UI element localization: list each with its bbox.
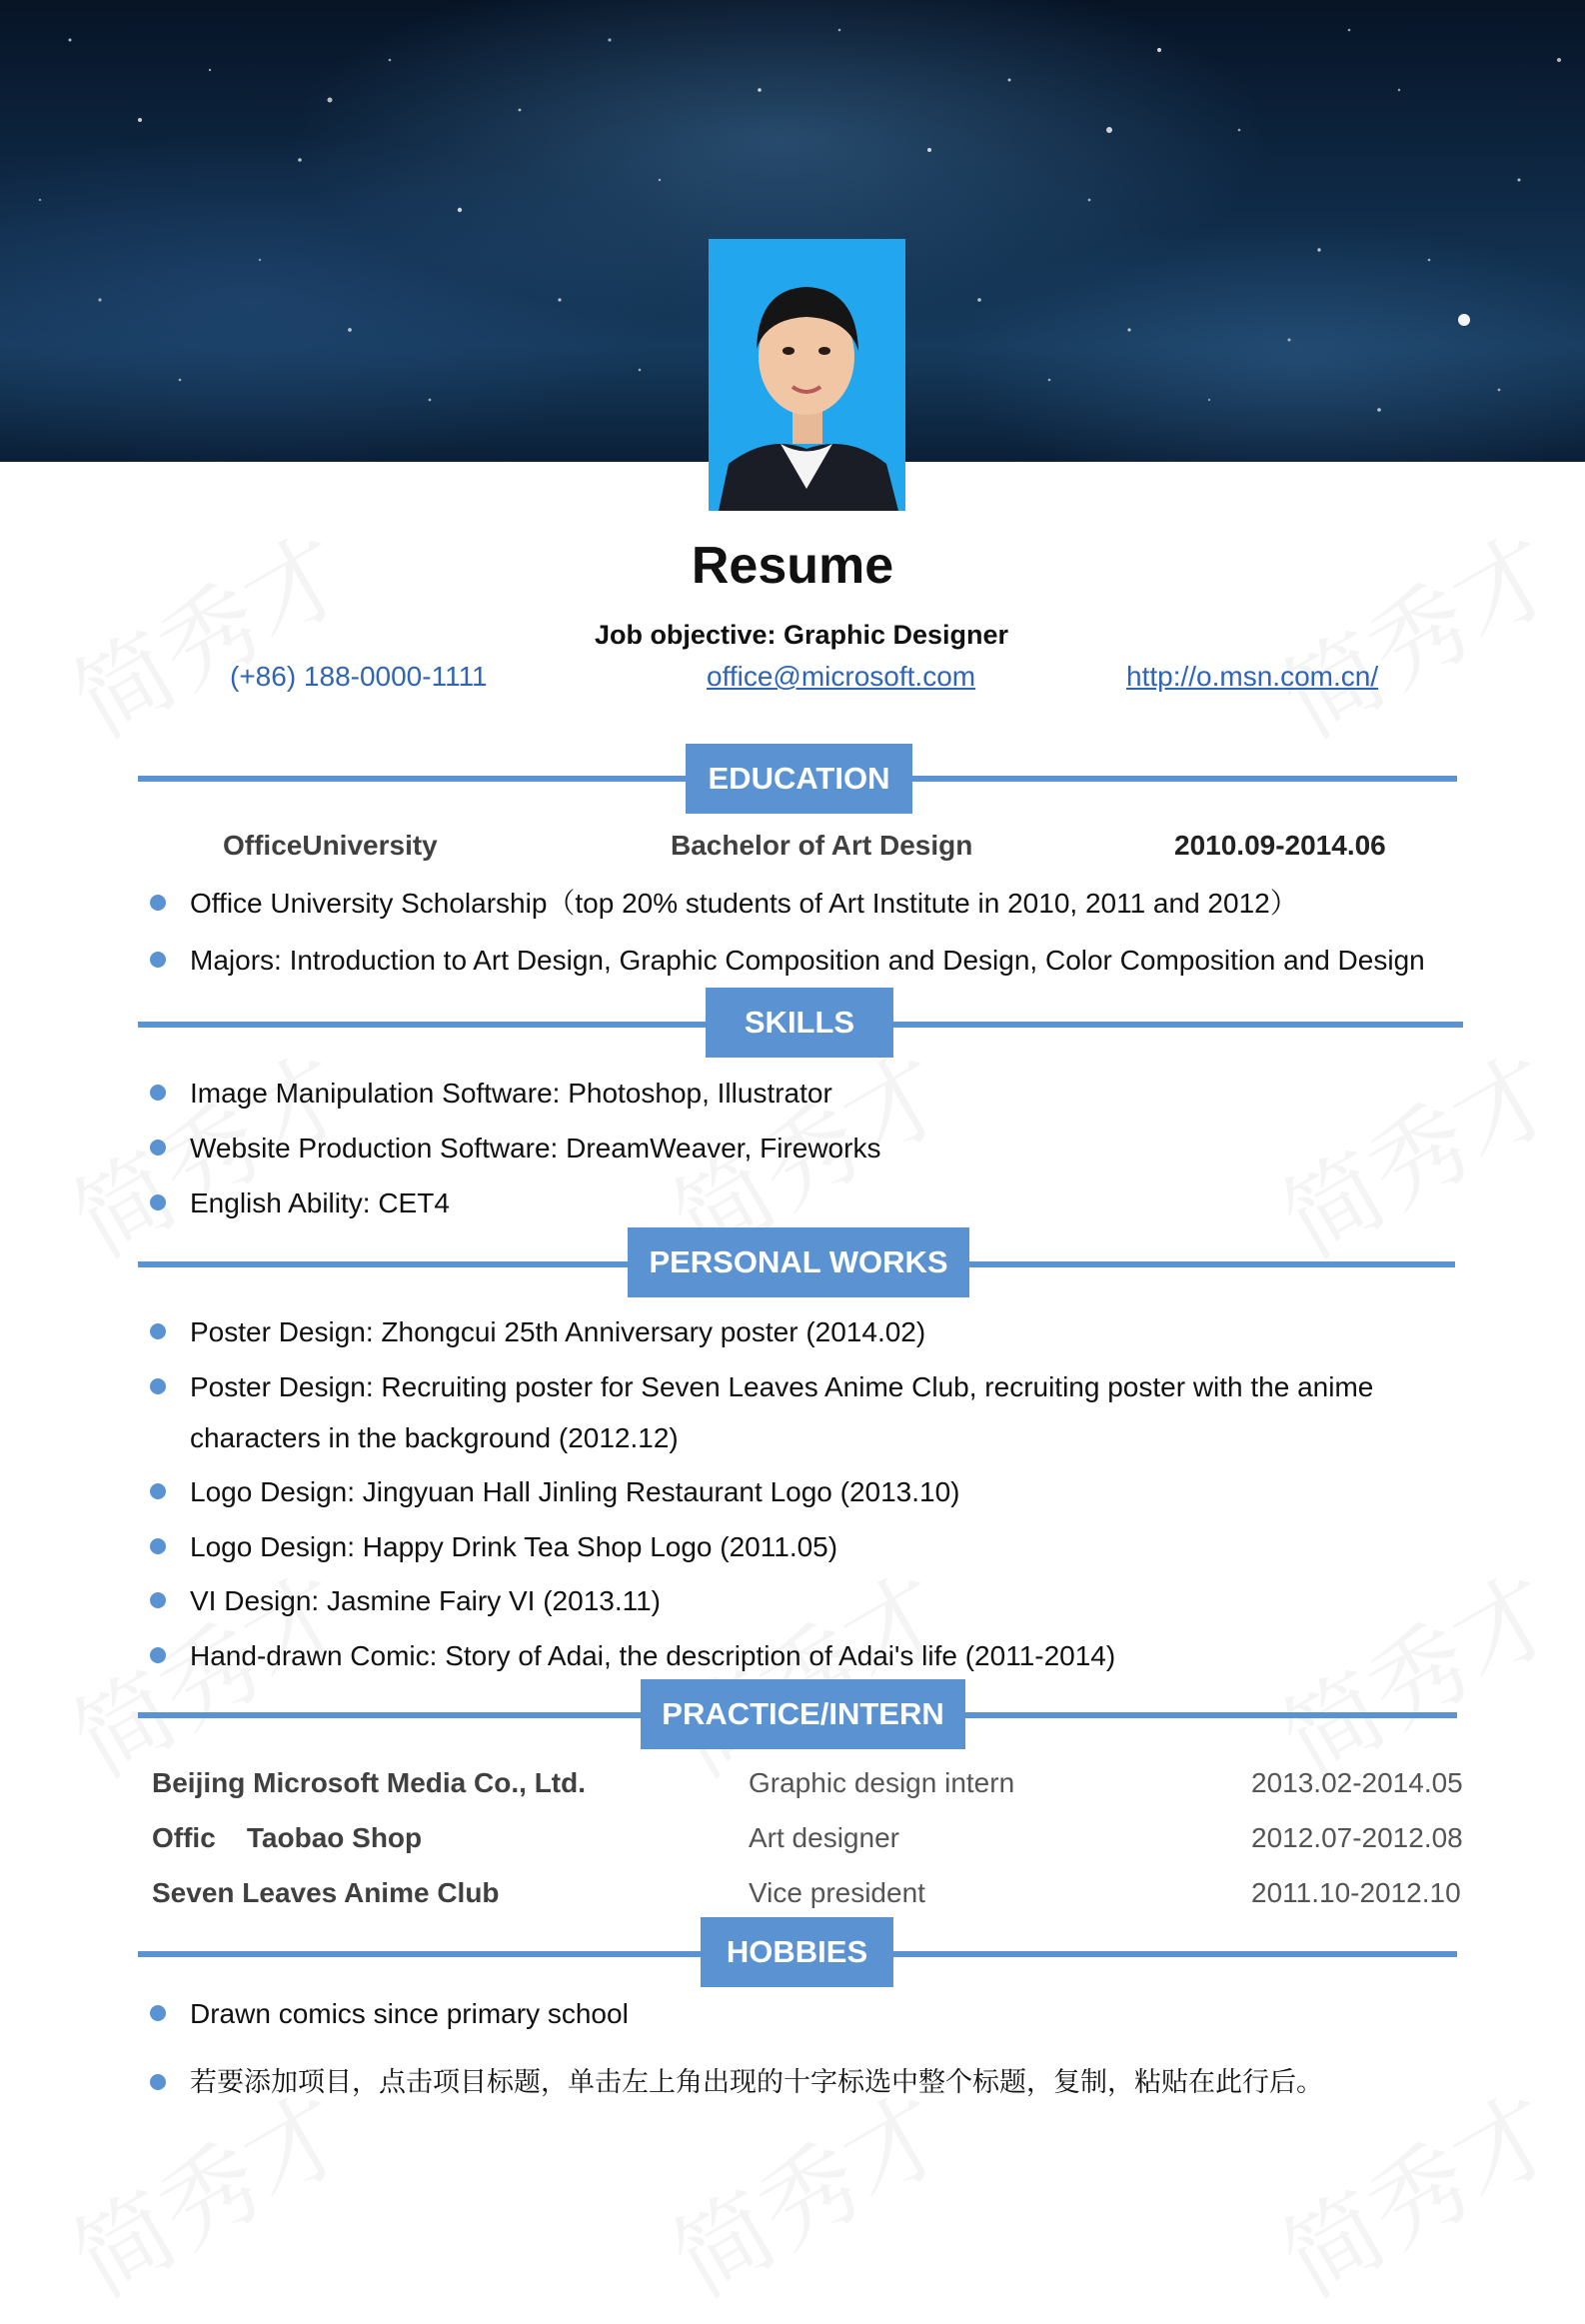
bullet-icon	[150, 1194, 166, 1210]
intern-period: 2013.02-2014.05	[1251, 1767, 1463, 1798]
job-objective: Job objective: Graphic Designer	[594, 620, 1009, 650]
bullet-icon	[150, 2005, 166, 2021]
bullet-icon	[150, 1592, 166, 1608]
skills-heading: SKILLS	[706, 988, 893, 1058]
bullet-icon	[150, 1140, 166, 1156]
education-heading: EDUCATION	[686, 744, 912, 814]
email-link[interactable]: office@microsoft.com	[707, 661, 976, 692]
bullet-icon	[150, 1085, 166, 1101]
watermark	[1253, 1535, 1578, 1804]
bullet-icon	[150, 1647, 166, 1663]
intern-role: Graphic design intern	[749, 1767, 1015, 1798]
personal-works-heading: PERSONAL WORKS	[628, 1227, 969, 1297]
education-period: 2010.09-2014.06	[1174, 830, 1386, 861]
bullet-icon	[150, 2074, 166, 2090]
portrait-graphic	[709, 239, 905, 511]
intern-role: Vice president	[749, 1877, 925, 1908]
website-link[interactable]: http://o.msn.com.cn/	[1126, 661, 1379, 692]
school-name: OfficeUniversity	[223, 830, 438, 861]
bullet-icon	[150, 895, 166, 911]
bullet-icon	[150, 952, 166, 968]
bullet-icon	[150, 1323, 166, 1339]
intern-company: Beijing Microsoft Media Co., Ltd.	[152, 1767, 586, 1798]
profile-photo	[709, 239, 905, 511]
practice-intern-heading: PRACTICE/INTERN	[641, 1679, 965, 1749]
bullet-icon	[150, 1538, 166, 1554]
bullet-icon	[150, 1483, 166, 1499]
resume-title: Resume	[691, 537, 894, 595]
watermark	[1253, 1016, 1578, 1284]
degree: Bachelor of Art Design	[671, 830, 973, 861]
bullet-icon	[150, 1378, 166, 1394]
intern-company: Seven Leaves Anime Club	[152, 1877, 500, 1908]
phone-number: (+86) 188-0000-1111	[230, 661, 488, 692]
intern-company: Offic Taobao Shop	[152, 1822, 423, 1853]
hobbies-heading: HOBBIES	[701, 1917, 893, 1987]
intern-role: Art designer	[749, 1822, 899, 1853]
intern-period: 2011.10-2012.10	[1251, 1877, 1461, 1908]
intern-period: 2012.07-2012.08	[1251, 1822, 1463, 1853]
